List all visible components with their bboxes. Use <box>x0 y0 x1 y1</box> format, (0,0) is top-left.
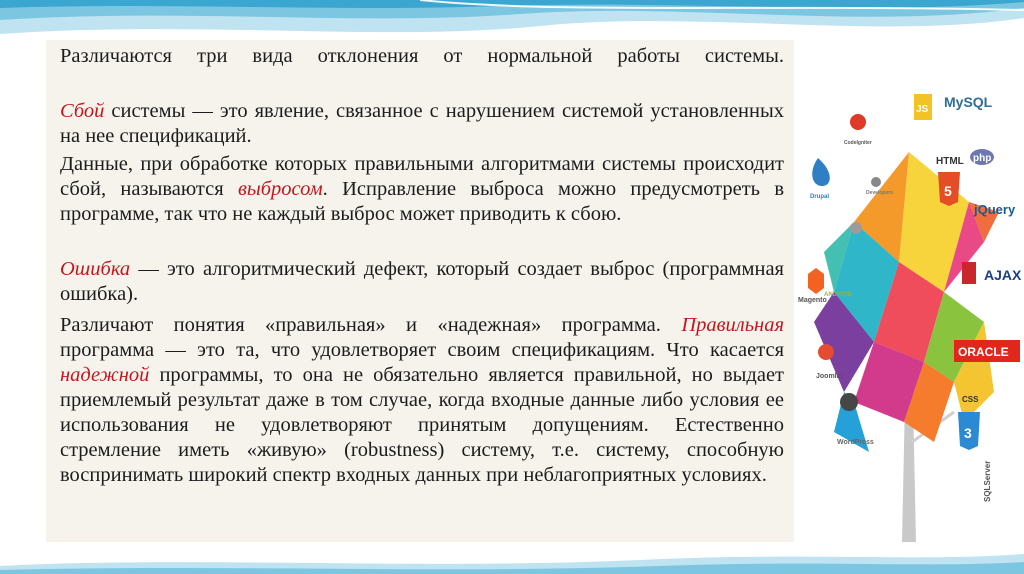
svg-text:Developers: Developers <box>866 190 893 196</box>
term-failure: Сбой <box>60 100 105 122</box>
technology-tree-illustration <box>794 62 1024 542</box>
magento-logo <box>798 268 827 304</box>
sqlserver-logo <box>983 461 992 502</box>
svg-text:CodeIgniter: CodeIgniter <box>844 140 872 146</box>
svg-text:jQuery: jQuery <box>974 202 1016 217</box>
term-correct: Правильная <box>681 314 784 336</box>
mysql-logo <box>944 94 993 110</box>
oracle-logo <box>954 340 1020 362</box>
paragraph-correct-reliable: Различают понятия «правильная» и «надежная» программа. Правильная программа — это та, что удовлетворяет своим спецификациям. Что касается надежной программы, то она не обязательно является правильной, но выдает приемлемый результат даже в том случае, когда входные данные либо условия ее использования не удовлетворяют принятым допущениям. Естественно стремление иметь «живую» (robustness) систему, т.е. систему, способную воспринимать широкий спектр входных данных при неблагоприятных условиях. <box>60 314 784 486</box>
svg-text:3: 3 <box>964 425 972 441</box>
term-reliable: надежной <box>60 364 150 386</box>
drupal-logo <box>810 158 830 200</box>
ajax-logo <box>962 262 1022 284</box>
codeigniter-logo <box>844 114 872 146</box>
svg-text:php: php <box>973 153 992 164</box>
svg-text:WordPress: WordPress <box>837 439 874 446</box>
svg-text:AJAX: AJAX <box>984 267 1022 283</box>
svg-text:ANDROID: ANDROID <box>824 292 852 298</box>
css3-logo <box>958 395 980 450</box>
svg-text:Joomla!: Joomla! <box>816 373 843 380</box>
php-logo <box>970 149 994 165</box>
svg-text:MySQL: MySQL <box>944 94 993 110</box>
svg-text:5: 5 <box>944 183 952 199</box>
term-outlier: выбросом <box>237 178 323 200</box>
term-error: Ошибка <box>60 258 131 280</box>
paragraph-error: Ошибка — это алгоритмический дефект, который создает выброс (программная ошибка). <box>60 258 784 305</box>
javascript-logo <box>914 94 932 120</box>
svg-text:Drupal: Drupal <box>810 194 830 200</box>
svg-text:Magento: Magento <box>798 297 827 304</box>
svg-text:ORACLE: ORACLE <box>958 345 1009 359</box>
paragraph-failure: Сбой системы — это явление, связанное с нарушением системой установленных на нее спецификаций. <box>60 100 784 147</box>
svg-text:HTML: HTML <box>936 156 964 167</box>
paragraph-outlier: Данные, при обработке которых правильными алгоритмами системы происходит сбой, называются выбросом. Исправление выброса можно предусмотреть в программе, так что не каждый выброс может приводить к сбою. <box>60 153 785 225</box>
svg-text:SQLServer: SQLServer <box>983 460 992 502</box>
svg-text:CSS: CSS <box>962 395 979 404</box>
paragraph-intro: Различаются три вида отклонения от нормальной работы системы. <box>60 45 784 67</box>
svg-text:JS: JS <box>916 104 929 115</box>
jquery-logo <box>973 202 1016 217</box>
